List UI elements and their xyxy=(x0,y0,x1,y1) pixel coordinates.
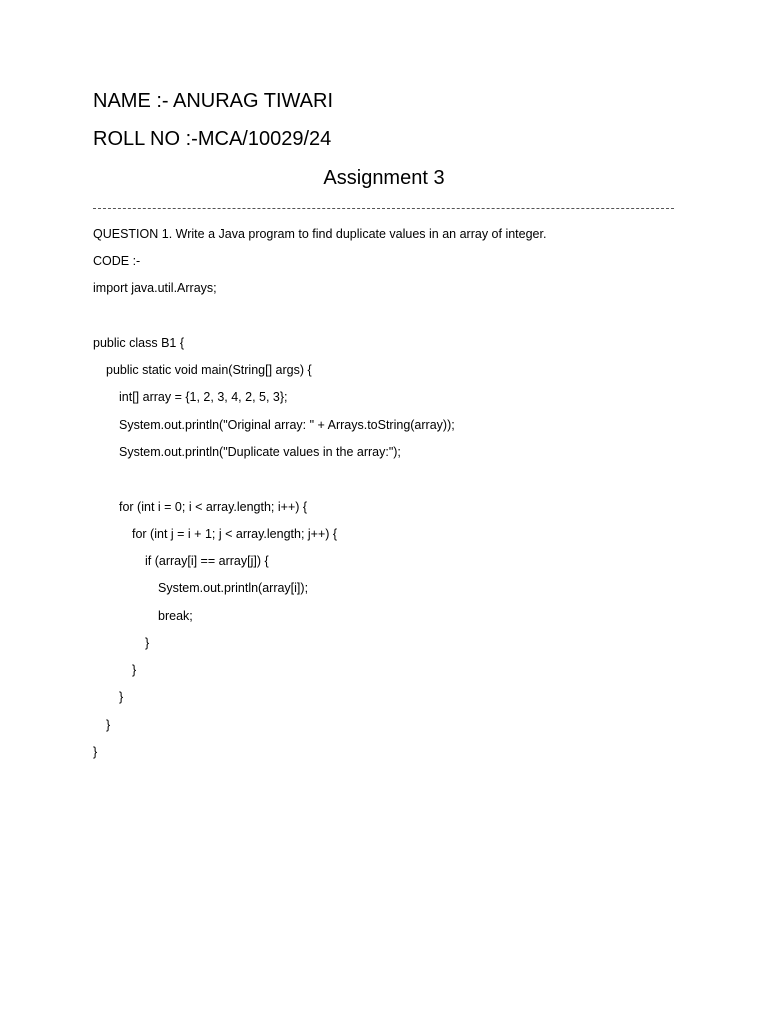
code-line: int[] array = {1, 2, 3, 4, 2, 5, 3}; xyxy=(119,390,288,404)
code-line: break; xyxy=(158,609,193,623)
code-line: } xyxy=(93,745,98,759)
code-line: if (array[i] == array[j]) { xyxy=(145,554,269,568)
code-line: public class B1 { xyxy=(93,336,185,350)
separator-line xyxy=(93,208,674,209)
code-line: } xyxy=(106,718,111,732)
code-line: for (int j = i + 1; j < array.length; j++) { xyxy=(132,527,338,541)
code-line: } xyxy=(119,690,124,704)
code-line: System.out.println("Original array: " + Arrays.toString(array)); xyxy=(119,418,455,432)
code-line: } xyxy=(145,636,150,650)
code-line: System.out.println("Duplicate values in the array:"); xyxy=(119,445,401,459)
code-label: CODE :- xyxy=(93,254,141,268)
code-line: } xyxy=(132,663,137,677)
code-line: public static void main(String[] args) { xyxy=(106,363,312,377)
question-text: QUESTION 1. Write a Java program to find duplicate values in an array of integer. xyxy=(93,227,547,241)
roll-number: ROLL NO :-MCA/10029/24 xyxy=(93,128,332,150)
student-name: NAME :- ANURAG TIWARI xyxy=(93,90,334,112)
code-line: import java.util.Arrays; xyxy=(93,281,217,295)
code-line: System.out.println(array[i]); xyxy=(158,581,309,595)
assignment-title: Assignment 3 xyxy=(323,167,445,189)
code-line: for (int i = 0; i < array.length; i++) { xyxy=(119,500,308,514)
